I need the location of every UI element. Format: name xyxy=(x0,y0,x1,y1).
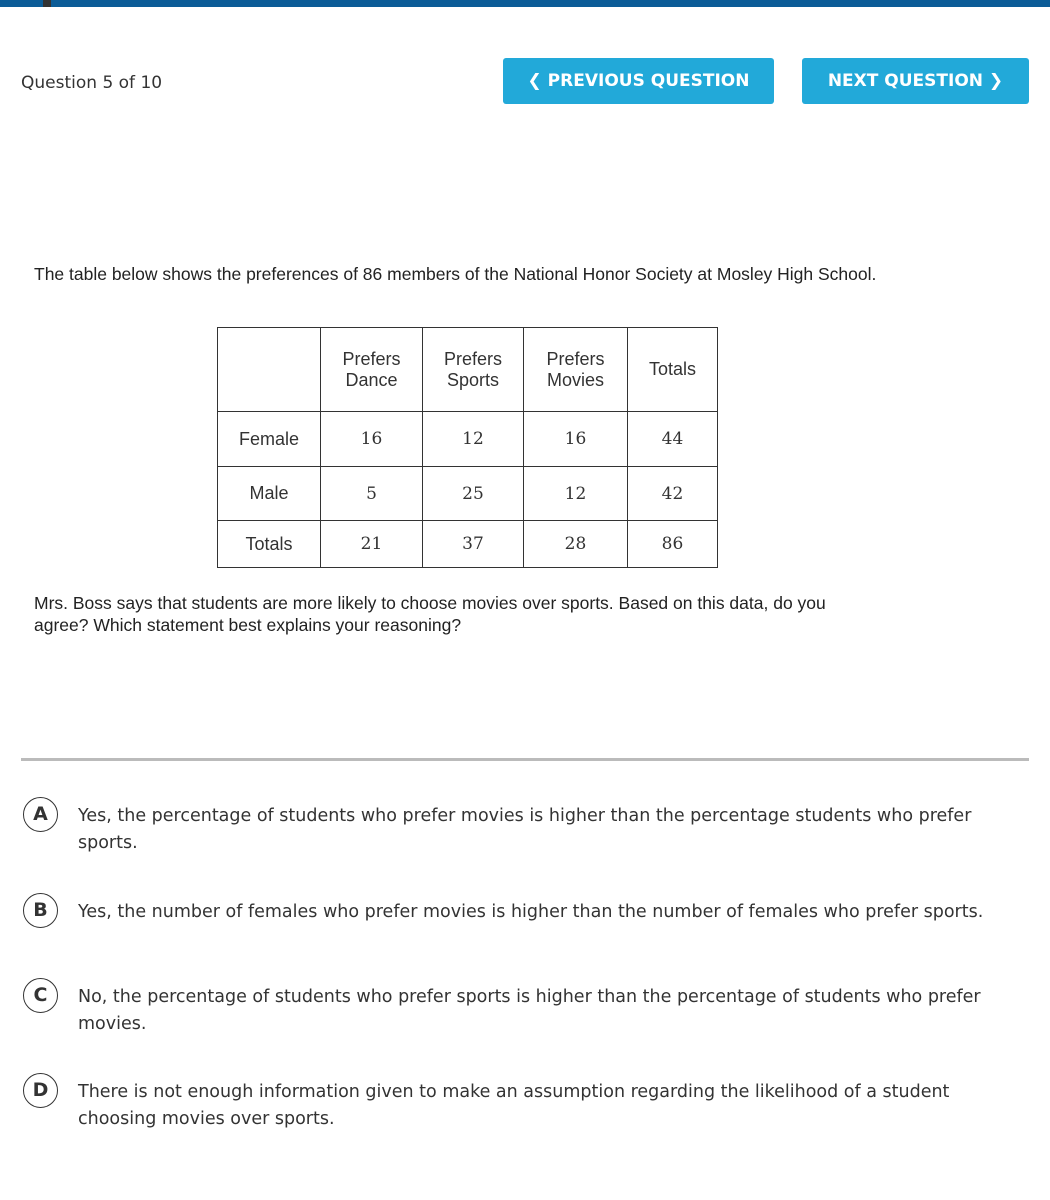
table-header-row xyxy=(218,328,718,412)
choice-text[interactable]: Yes, the percentage of students who prefer movies is higher than the percentage students who prefer sports. xyxy=(78,806,972,853)
question-counter: Question 5 of 10 xyxy=(21,73,163,93)
table-header-cell: Totals xyxy=(628,328,718,412)
choice-letter[interactable]: D xyxy=(23,1073,58,1108)
row-label: Male xyxy=(218,467,321,521)
choice-text[interactable]: No, the percentage of students who prefer sports is higher than the percentage of students who prefer movies. xyxy=(78,987,981,1034)
table-cell: 44 xyxy=(628,412,718,467)
table-cell: 12 xyxy=(524,467,628,521)
choice-c[interactable] xyxy=(23,984,1008,1038)
table-cell: 5 xyxy=(321,467,423,521)
table-row xyxy=(218,521,718,568)
choice-letter[interactable]: B xyxy=(23,893,58,928)
table-cell: 21 xyxy=(321,521,423,568)
next-question-button[interactable]: NEXT QUESTION ❯ xyxy=(802,58,1029,104)
table-header-cell: Prefers Dance xyxy=(321,328,423,412)
table-cell: 28 xyxy=(524,521,628,568)
row-label: Female xyxy=(218,412,321,467)
table-cell: 25 xyxy=(423,467,524,521)
preferences-table xyxy=(217,327,718,568)
table-cell: 16 xyxy=(524,412,628,467)
table-header-cell xyxy=(218,328,321,412)
choice-letter[interactable]: A xyxy=(23,797,58,832)
table-cell: 37 xyxy=(423,521,524,568)
table-cell: 86 xyxy=(628,521,718,568)
table-cell: 12 xyxy=(423,412,524,467)
choice-letter[interactable]: C xyxy=(23,978,58,1013)
choice-d[interactable] xyxy=(23,1079,1008,1133)
table-row xyxy=(218,467,718,521)
question-intro: The table below shows the preferences of 86 members of the National Honor Society at Mosley High School. xyxy=(34,264,877,284)
table-row xyxy=(218,412,718,467)
top-bar-mark xyxy=(43,0,51,7)
choice-text[interactable]: There is not enough information given to make an assumption regarding the likelihood of a student choosing movies over sports. xyxy=(78,1082,950,1129)
choice-a[interactable] xyxy=(23,803,1008,857)
table-cell: 16 xyxy=(321,412,423,467)
table-header-cell: Prefers Movies xyxy=(524,328,628,412)
table-cell: 42 xyxy=(628,467,718,521)
table-header-cell: Prefers Sports xyxy=(423,328,524,412)
choice-b[interactable] xyxy=(23,899,1008,928)
previous-question-button[interactable]: ❮ PREVIOUS QUESTION xyxy=(503,58,774,104)
row-label: Totals xyxy=(218,521,321,568)
choice-text[interactable]: Yes, the number of females who prefer movies is higher than the number of females who prefer sports. xyxy=(78,902,984,922)
question-prompt: Mrs. Boss says that students are more likely to choose movies over sports. Based on this data, do you agree? Which statement best explains your reasoning? xyxy=(34,593,826,635)
divider xyxy=(21,758,1029,761)
top-bar xyxy=(0,0,1050,7)
